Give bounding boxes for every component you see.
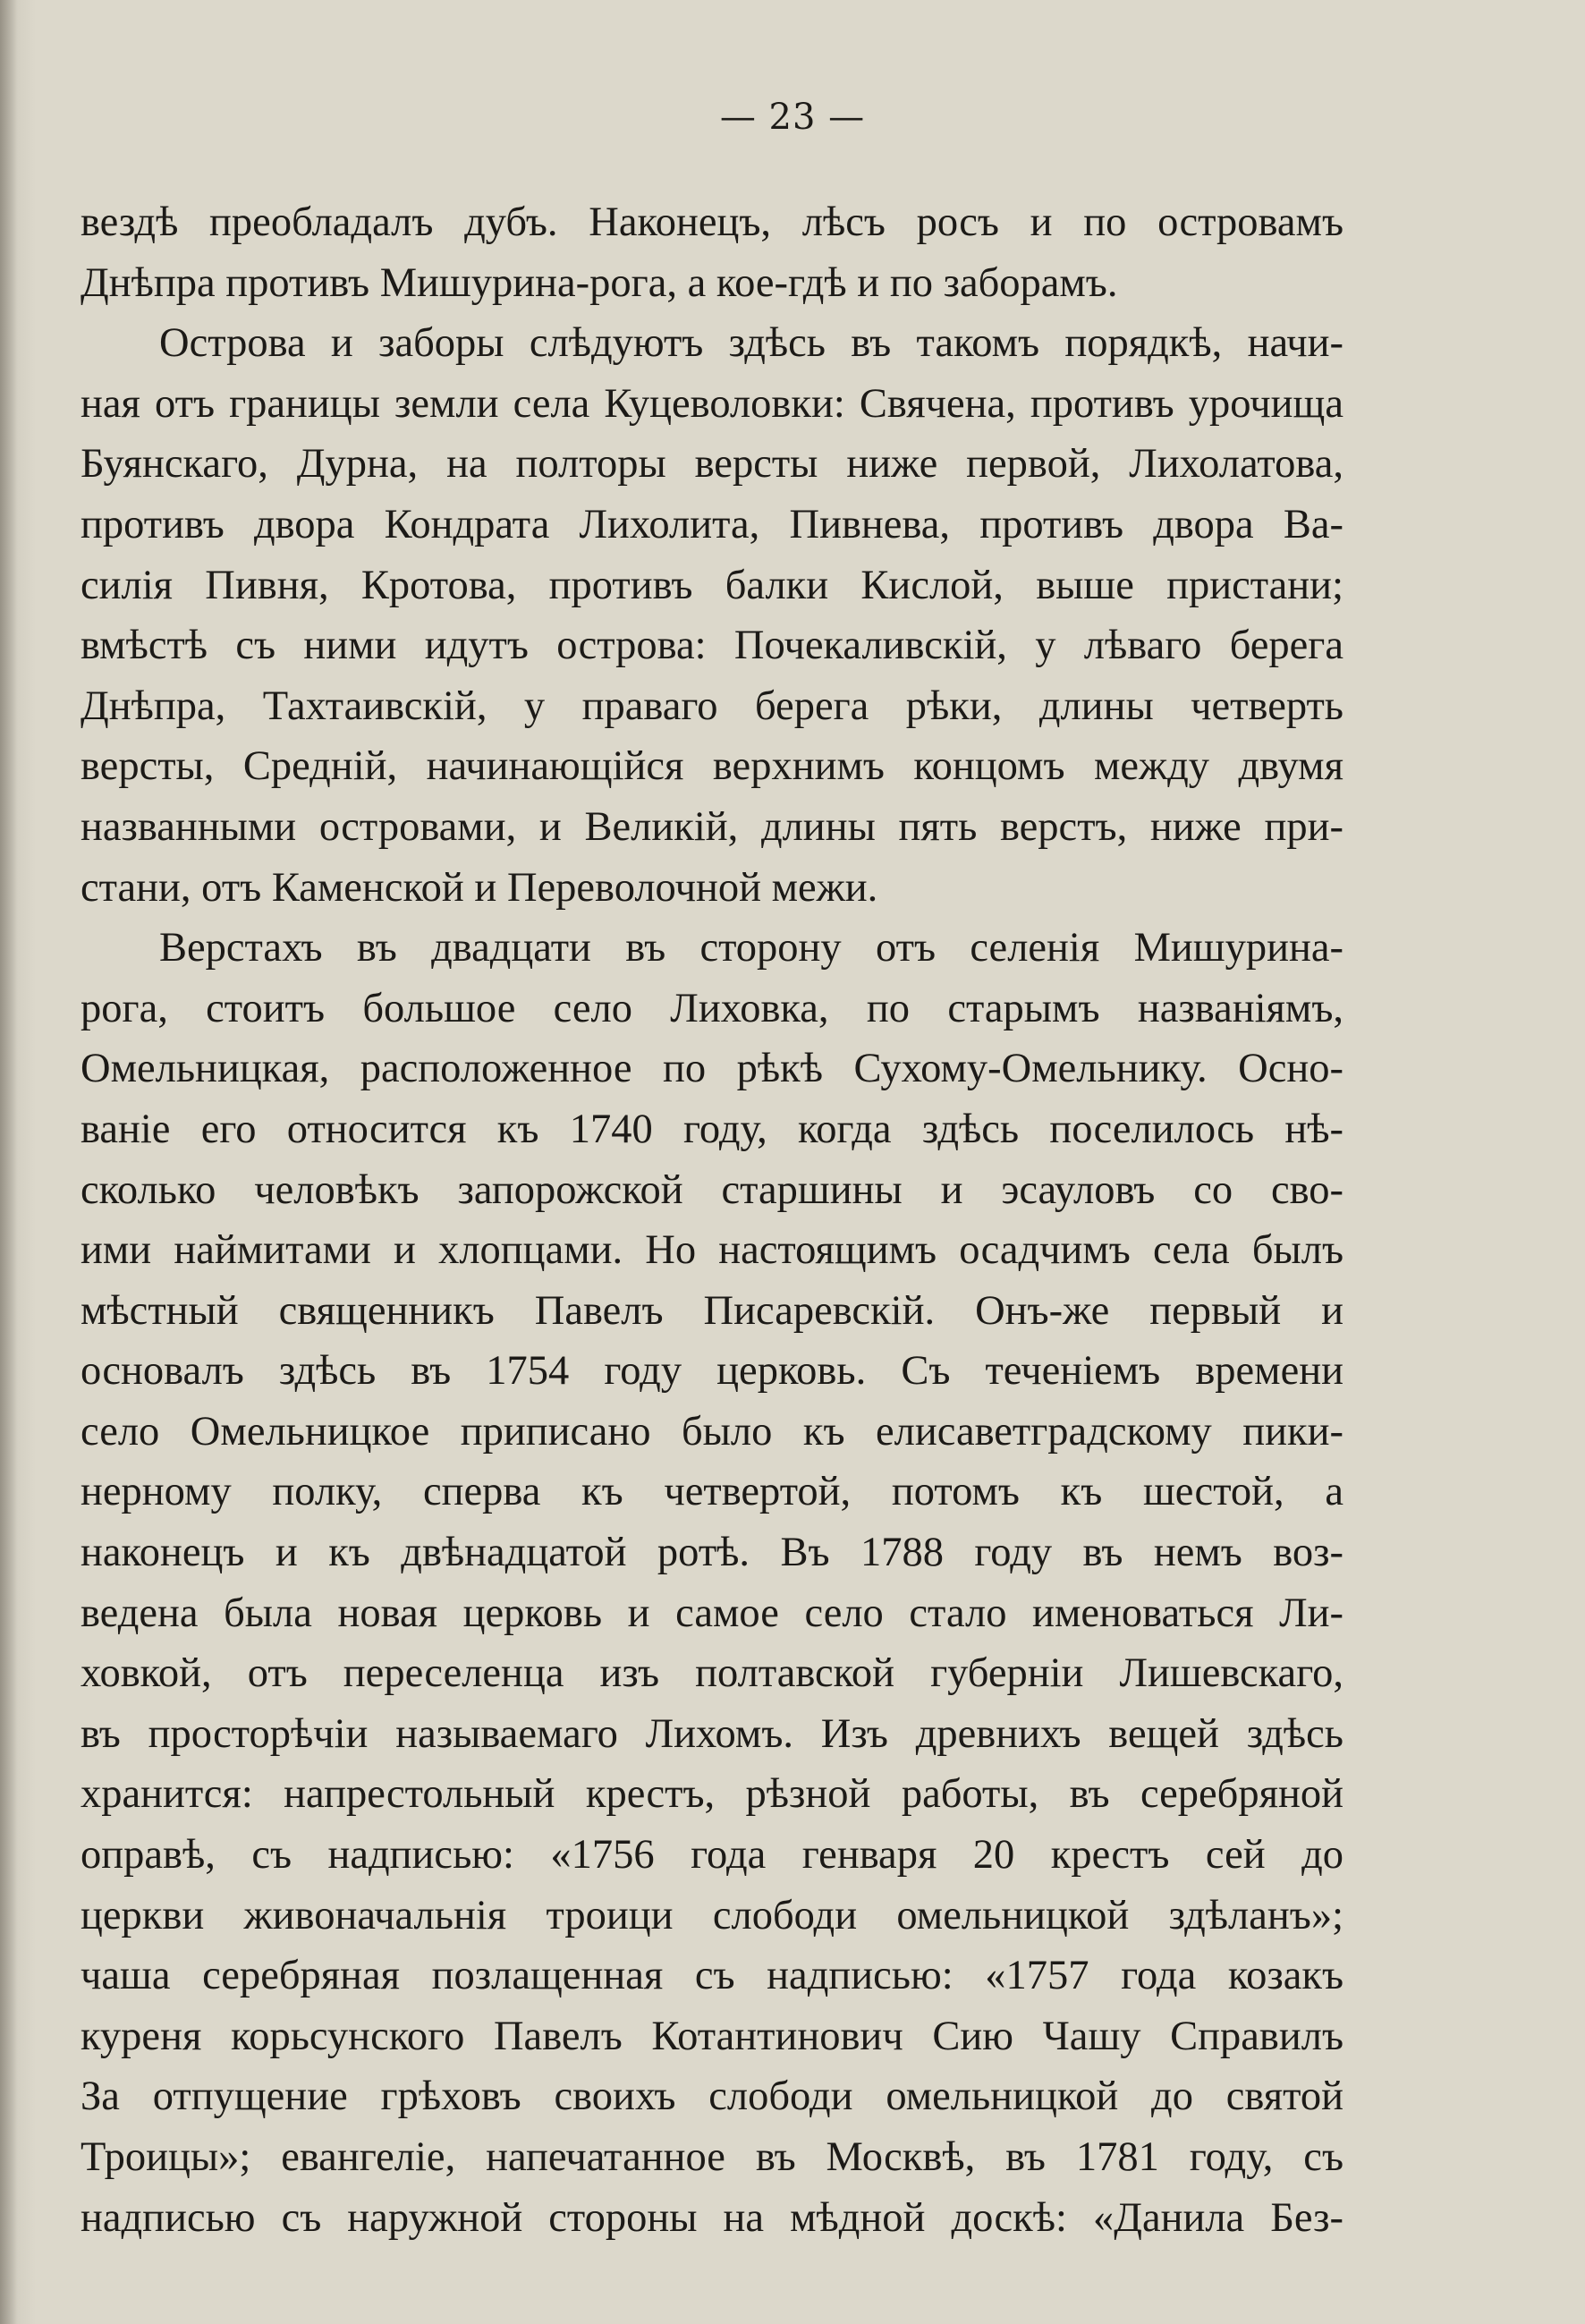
page-number: — 23 —: [719, 97, 866, 138]
page-binding-shadow: [0, 0, 18, 2324]
text-line: церкви живоначальнія троици слободи омельницкой здѣланъ»;: [81, 1892, 1343, 1938]
text-line: куреня корьсунского Павелъ Котантинович Сию Чашу Справилъ: [81, 2013, 1343, 2059]
text-line: Днѣпра, Тахтаивскій, у праваго берега рѣки, длины четверть: [81, 683, 1343, 729]
text-line: ваніе его относится къ 1740 году, когда здѣсь поселилось нѣ-: [81, 1106, 1343, 1152]
text-line: противъ двора Кондрата Лихолита, Пивнева, противъ двора Ва-: [81, 501, 1343, 547]
text-line: хранится: напрестольный крестъ, рѣзной работы, въ серебряной: [81, 1771, 1343, 1818]
text-line: рога, стоитъ большое село Лиховка, по старымъ названіямъ,: [81, 985, 1343, 1031]
text-line: силія Пивня, Кротова, противъ балки Кислой, выше пристани;: [81, 562, 1343, 608]
text-line: стани, отъ Каменской и Переволочной межи.: [81, 864, 878, 911]
text-line: Днѣпра противъ Мишурина-рога, а кое-гдѣ и по заборамъ.: [81, 259, 1118, 306]
text-line: вездѣ преобладалъ дубъ. Наконецъ, лѣсъ росъ и по островамъ: [81, 199, 1343, 245]
text-line: названными островами, и Великій, длины пять верстъ, ниже при-: [81, 803, 1343, 850]
text-line: Острова и заборы слѣдуютъ здѣсь въ такомъ порядкѣ, начи-: [159, 320, 1343, 367]
text-line: ими наймитами и хлопцами. Но настоящимъ осадчимъ села былъ: [81, 1227, 1343, 1274]
text-line: мѣстный священникъ Павелъ Писаревскій. Онъ-же первый и: [81, 1287, 1343, 1334]
text-line: надписью съ наружной стороны на мѣдной доскѣ: «Данила Без-: [81, 2194, 1343, 2241]
text-line: наконецъ и къ двѣнадцатой ротѣ. Въ 1788 году въ немъ воз-: [81, 1530, 1343, 1576]
text-line: ховкой, отъ переселенца изъ полтавской губерніи Лишевскаго,: [81, 1650, 1343, 1697]
text-line: село Омельницкое приписано было къ елисаветградскому пики-: [81, 1408, 1343, 1455]
text-line: оправѣ, съ надписью: «1756 года генваря 20 крестъ сей до: [81, 1832, 1343, 1879]
text-line: вмѣстѣ съ ними идутъ острова: Почекаливскій, у лѣваго берега: [81, 623, 1343, 669]
text-line: въ просторѣчіи называемаго Лихомъ. Изъ древнихъ вещей здѣсь: [81, 1710, 1343, 1757]
text-line: ная отъ границы земли села Куцеволовки: Свячена, противъ урочища: [81, 380, 1343, 427]
text-line: нерному полку, сперва къ четвертой, потомъ къ шестой, а: [81, 1469, 1343, 1515]
body-text: [81, 192, 1343, 2248]
text-line: чаша серебряная позлащенная съ надписью: «1757 года козакъ: [81, 1953, 1343, 1999]
text-line: основалъ здѣсь въ 1754 году церковь. Съ теченіемъ времени: [81, 1348, 1343, 1395]
text-line: Верстахъ въ двадцати въ сторону отъ селенія Мишурина-: [159, 925, 1343, 971]
text-line: версты, Средній, начинающійся верхнимъ концомъ между двумя: [81, 743, 1343, 790]
text-line: сколько человѣкъ запорожской старшины и эсауловъ со сво-: [81, 1166, 1343, 1213]
text-line: ведена была новая церковь и самое село стало именоваться Ли-: [81, 1590, 1343, 1636]
text-line: За отпущение грѣховъ своихъ слободи омельницкой до святой: [81, 2074, 1343, 2120]
text-line: Омельницкая, расположенное по рѣкѣ Сухому-Омельнику. Осно-: [81, 1046, 1343, 1092]
text-line: Троицы»; евангеліе, напечатанное въ Москвѣ, въ 1781 году, съ: [81, 2134, 1343, 2180]
text-line: Буянскаго, Дурна, на полторы версты ниже первой, Лихолатова,: [81, 441, 1343, 488]
